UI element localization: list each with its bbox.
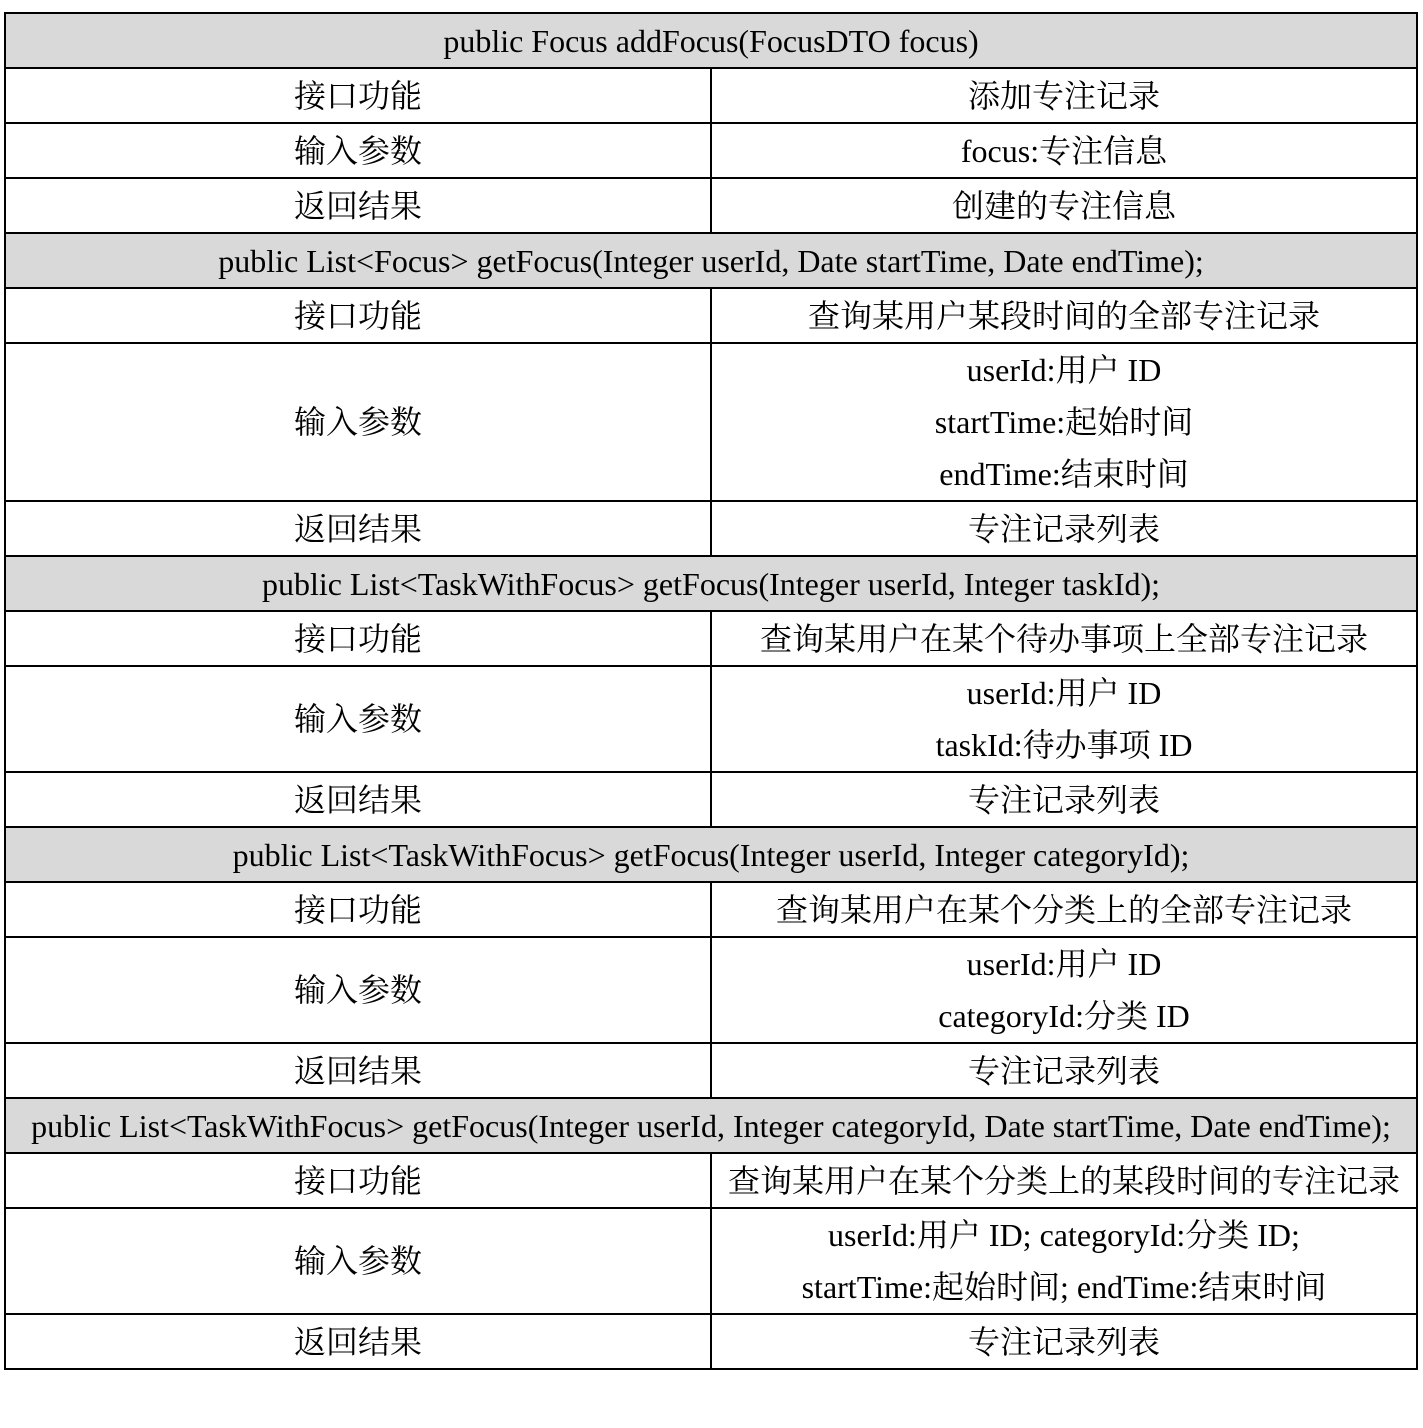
function-label: 接口功能 bbox=[5, 68, 711, 123]
section-signature-row bbox=[5, 556, 1417, 611]
function-value: 查询某用户在某个分类上的某段时间的专注记录 bbox=[711, 1153, 1417, 1208]
function-row bbox=[5, 882, 1417, 937]
function-label: 接口功能 bbox=[5, 288, 711, 343]
input-row bbox=[5, 343, 1417, 501]
input-row bbox=[5, 123, 1417, 178]
result-label: 返回结果 bbox=[5, 1314, 711, 1369]
input-row bbox=[5, 937, 1417, 1043]
input-line: categoryId:分类 ID bbox=[938, 998, 1190, 1034]
result-value: 创建的专注信息 bbox=[711, 178, 1417, 233]
function-row bbox=[5, 611, 1417, 666]
result-label: 返回结果 bbox=[5, 772, 711, 827]
input-label: 输入参数 bbox=[5, 123, 711, 178]
result-label: 返回结果 bbox=[5, 178, 711, 233]
input-line: startTime:起始时间 bbox=[934, 404, 1194, 440]
function-label: 接口功能 bbox=[5, 882, 711, 937]
section-signature-row bbox=[5, 233, 1417, 288]
result-value: 专注记录列表 bbox=[711, 501, 1417, 556]
input-line: startTime:起始时间; endTime:结束时间 bbox=[801, 1269, 1327, 1305]
method-signature: public List<TaskWithFocus> getFocus(Integer userId, Integer categoryId, Date startTime, Date endTime); bbox=[5, 1098, 1417, 1153]
result-row bbox=[5, 501, 1417, 556]
result-row bbox=[5, 178, 1417, 233]
input-line: endTime:结束时间 bbox=[939, 456, 1189, 492]
api-table bbox=[4, 12, 1418, 1370]
result-label: 返回结果 bbox=[5, 1043, 711, 1098]
input-row bbox=[5, 666, 1417, 772]
input-value bbox=[711, 123, 1417, 178]
result-row bbox=[5, 772, 1417, 827]
input-label: 输入参数 bbox=[5, 343, 711, 501]
result-row bbox=[5, 1314, 1417, 1369]
method-signature: public List<TaskWithFocus> getFocus(Integer userId, Integer taskId); bbox=[5, 556, 1417, 611]
result-value: 专注记录列表 bbox=[711, 1043, 1417, 1098]
result-row bbox=[5, 1043, 1417, 1098]
section-signature-row bbox=[5, 827, 1417, 882]
input-line: userId:用户 ID bbox=[966, 352, 1162, 388]
function-value: 查询某用户在某个分类上的全部专注记录 bbox=[711, 882, 1417, 937]
method-signature: public List<Focus> getFocus(Integer userId, Date startTime, Date endTime); bbox=[5, 233, 1417, 288]
input-label: 输入参数 bbox=[5, 1208, 711, 1314]
result-label: 返回结果 bbox=[5, 501, 711, 556]
input-line: userId:用户 ID bbox=[966, 675, 1162, 711]
section-signature-row bbox=[5, 1098, 1417, 1153]
input-value bbox=[711, 343, 1417, 501]
function-label: 接口功能 bbox=[5, 1153, 711, 1208]
function-value: 查询某用户某段时间的全部专注记录 bbox=[711, 288, 1417, 343]
result-value: 专注记录列表 bbox=[711, 772, 1417, 827]
section-signature-row bbox=[5, 13, 1417, 68]
input-line: userId:用户 ID; categoryId:分类 ID; bbox=[828, 1217, 1300, 1253]
function-row bbox=[5, 68, 1417, 123]
input-value bbox=[711, 666, 1417, 772]
function-label: 接口功能 bbox=[5, 611, 711, 666]
function-row bbox=[5, 1153, 1417, 1208]
input-line: taskId:待办事项 ID bbox=[935, 727, 1193, 763]
result-value: 专注记录列表 bbox=[711, 1314, 1417, 1369]
method-signature: public Focus addFocus(FocusDTO focus) bbox=[5, 13, 1417, 68]
function-value: 查询某用户在某个待办事项上全部专注记录 bbox=[711, 611, 1417, 666]
input-value bbox=[711, 1208, 1417, 1314]
input-row bbox=[5, 1208, 1417, 1314]
input-value bbox=[711, 937, 1417, 1043]
input-line: userId:用户 ID bbox=[966, 946, 1162, 982]
function-value: 添加专注记录 bbox=[711, 68, 1417, 123]
input-line: focus:专注信息 bbox=[960, 132, 1168, 169]
input-label: 输入参数 bbox=[5, 937, 711, 1043]
api-table-container bbox=[4, 12, 1418, 1370]
input-label: 输入参数 bbox=[5, 666, 711, 772]
method-signature: public List<TaskWithFocus> getFocus(Integer userId, Integer categoryId); bbox=[5, 827, 1417, 882]
function-row bbox=[5, 288, 1417, 343]
